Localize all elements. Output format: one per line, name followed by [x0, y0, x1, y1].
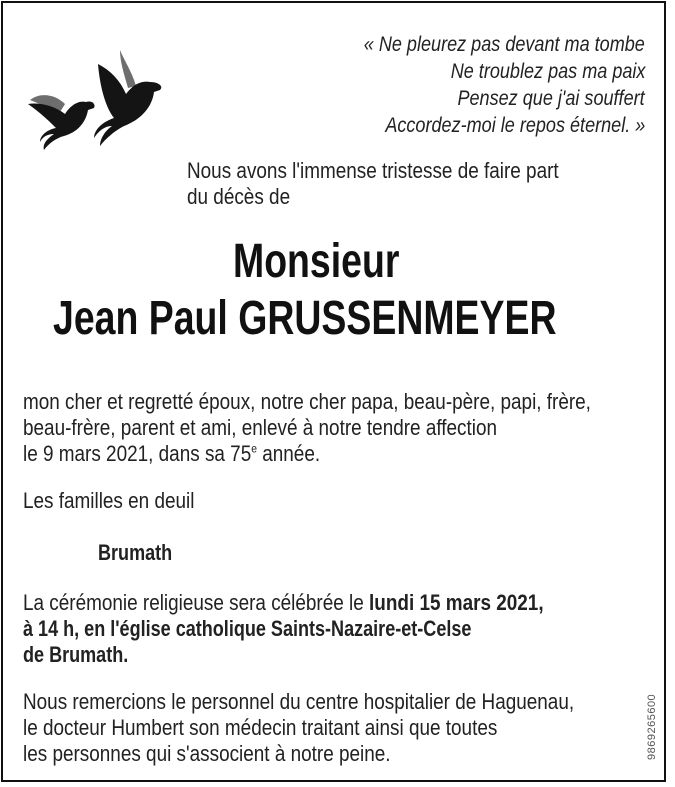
description-line	[23, 441, 320, 467]
thanks-line: Nous remercions le personnel du centre hospitalier de Haguenau,	[23, 689, 575, 714]
reference-code: 9869265600	[646, 693, 658, 760]
ceremony-line: à 14 h, en l'église catholique Saints-Nazaire-et-Celse	[23, 616, 472, 641]
description-line: beau-frère, parent et ami, enlevé à notre tendre affection	[23, 415, 498, 440]
ceremony-text: La cérémonie religieuse sera célébrée le	[23, 590, 370, 615]
epigraph-line: Pensez que j'ai souffert	[457, 87, 645, 110]
year-text: année.	[256, 441, 321, 466]
epigraph-line: Accordez-moi le repos éternel. »	[385, 114, 645, 137]
ceremony-line: de Brumath.	[23, 642, 129, 667]
town-signature: Brumath	[98, 540, 173, 565]
intro-line: du décès de	[187, 184, 291, 209]
ceremony-line	[23, 590, 544, 616]
deceased-name: Jean Paul GRUSSENMEYER	[53, 292, 557, 345]
ceremony-date: lundi 15 mars 2021,	[369, 590, 544, 615]
deceased-title: Monsieur	[233, 235, 400, 288]
families-signature: Les familles en deuil	[23, 488, 195, 513]
epigraph-line: « Ne pleurez pas devant ma tombe	[363, 33, 645, 56]
intro-line: Nous avons l'immense tristesse de faire part	[187, 158, 559, 183]
two-doves-icon	[20, 42, 170, 152]
epigraph-line: Ne troublez pas ma paix	[450, 60, 645, 83]
thanks-line: les personnes qui s'associent à notre peine.	[23, 741, 391, 766]
death-date-text: le 9 mars 2021, dans sa 75	[23, 441, 252, 466]
description-line: mon cher et regretté époux, notre cher papa, beau-père, papi, frère,	[23, 389, 591, 414]
ordinal-suffix: e	[251, 441, 257, 456]
thanks-line: le docteur Humbert son médecin traitant ainsi que toutes	[23, 715, 498, 740]
